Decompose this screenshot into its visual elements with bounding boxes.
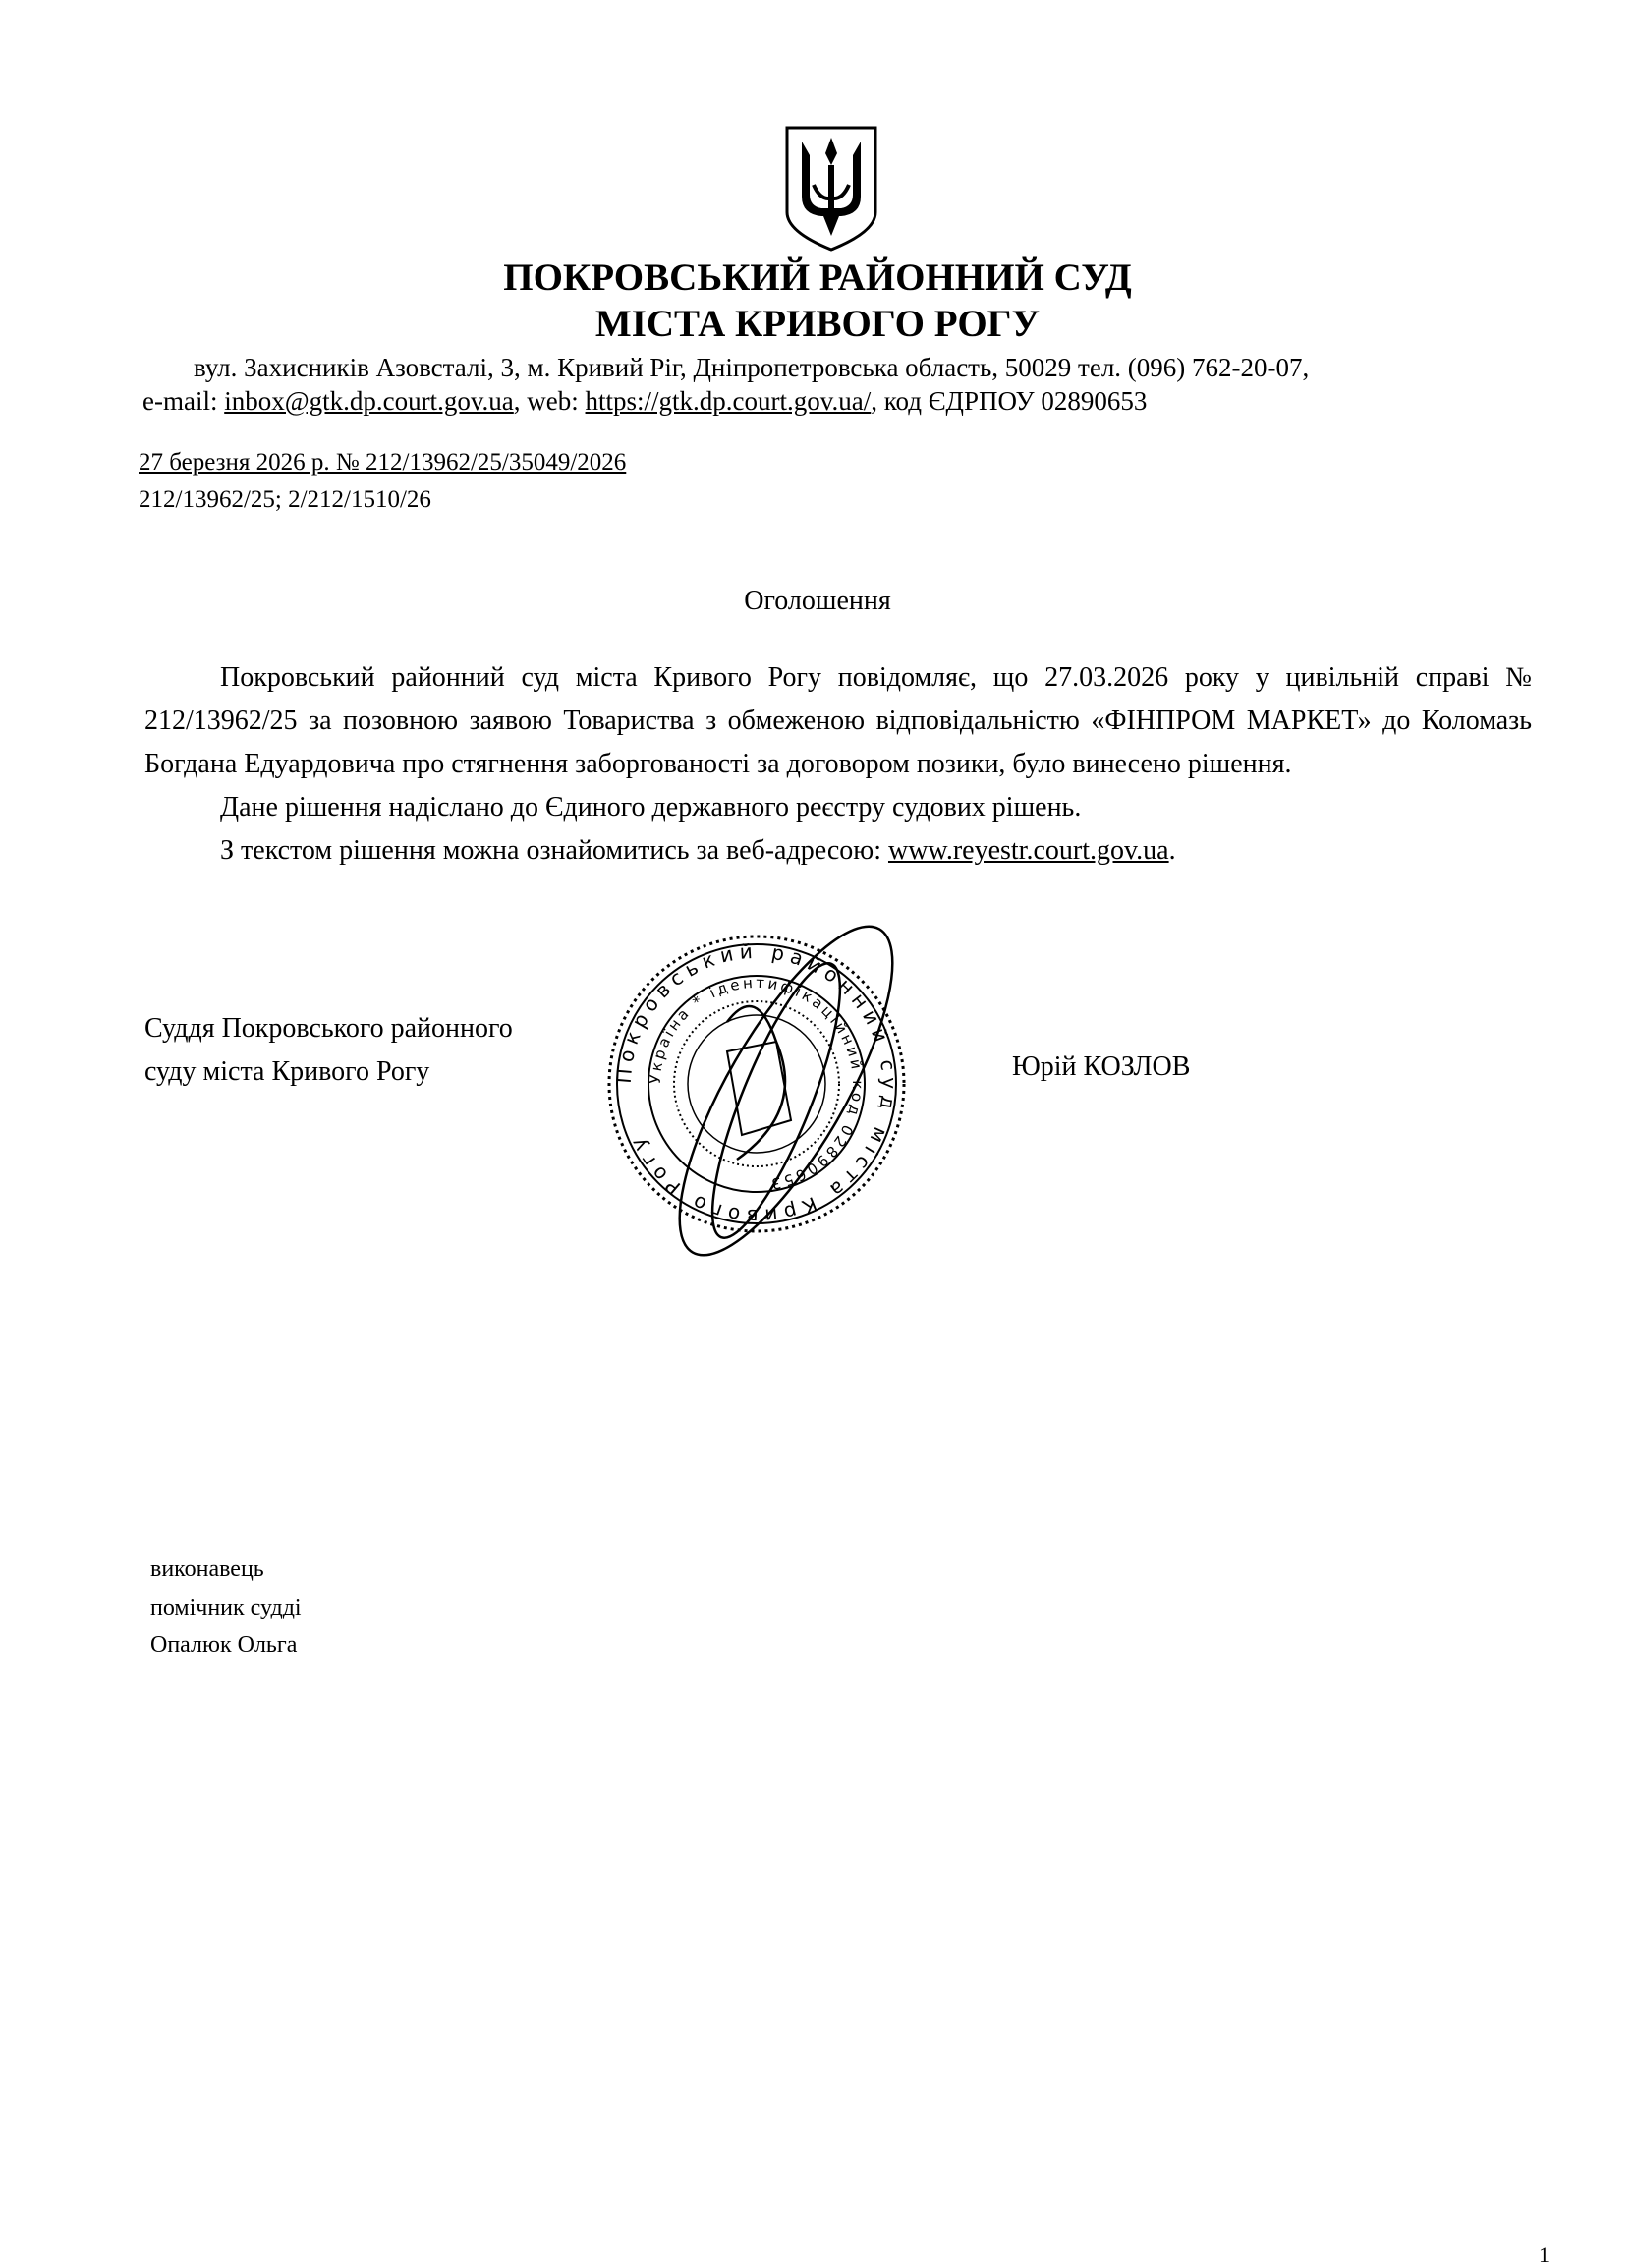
judge-position-line1: Суддя Покровського районного <box>144 1013 513 1044</box>
executor-name: Опалюк Ольга <box>150 1632 298 1658</box>
coat-of-arms <box>784 126 878 252</box>
case-numbers: 212/13962/25; 2/212/1510/26 <box>139 486 431 513</box>
executor-label: виконавець <box>150 1557 264 1582</box>
stamp-inner-text: Україна * ідентифікаційний код 02890653 <box>646 973 868 1194</box>
page-number: 1 <box>1539 2242 1550 2267</box>
court-contacts <box>142 384 1147 418</box>
notice-body <box>144 656 1532 873</box>
web-link[interactable]: https://gtk.dp.court.gov.ua/ <box>585 386 872 416</box>
paragraph3-suffix: . <box>1168 835 1176 866</box>
notice-paragraph-3 <box>144 829 1532 873</box>
email-label: e-mail: <box>142 386 225 416</box>
edrpou-code: , код ЄДРПОУ 02890653 <box>871 386 1148 416</box>
executor-role: помічник судді <box>150 1595 302 1620</box>
notice-paragraph-1: Покровський районний суд міста Кривого Рогу повідомляє, що 27.03.2026 року у цивільній справі № 212/13962/25 за позовною заявою Товариства з обмеженою відповідальністю «ФІНПРОМ МАРКЕТ» до Коломазь Богдана Едуардовича про стягнення заборгованості за договором позики, було винесено рішення. <box>144 662 1532 779</box>
tryzub-icon <box>784 126 878 252</box>
stamp-outer-text: Покровський районний суд міста Кривого Рогу <box>611 938 902 1229</box>
outgoing-date-number: 27 березня 2026 р. № 212/13962/25/35049/2026 <box>139 449 627 476</box>
registry-link[interactable]: www.reyestr.court.gov.ua <box>887 835 1169 866</box>
email-link[interactable]: inbox@gtk.dp.court.gov.ua <box>224 386 514 416</box>
web-label: , web: <box>513 386 586 416</box>
notice-heading: Оголошення <box>744 586 891 616</box>
notice-paragraph-2: Дане рішення надіслано до Єдиного державного реєстру судових рішень. <box>220 792 1082 822</box>
court-name-line2: МІСТА КРИВОГО РОГУ <box>594 303 1041 345</box>
judge-name: Юрій КОЗЛОВ <box>1012 1051 1191 1082</box>
court-stamp <box>580 904 933 1297</box>
court-address: вул. Захисників Азовсталі, 3, м. Кривий Ріг, Дніпропетровська область, 50029 тел. (096) 762-20-07, <box>194 353 1310 382</box>
court-name-line1: ПОКРОВСЬКИЙ РАЙОННИЙ СУД <box>503 256 1132 299</box>
judge-position-line2: суду міста Кривого Рогу <box>144 1056 430 1087</box>
paragraph3-text: З текстом рішення можна ознайомитись за веб-адресою: <box>220 835 888 866</box>
